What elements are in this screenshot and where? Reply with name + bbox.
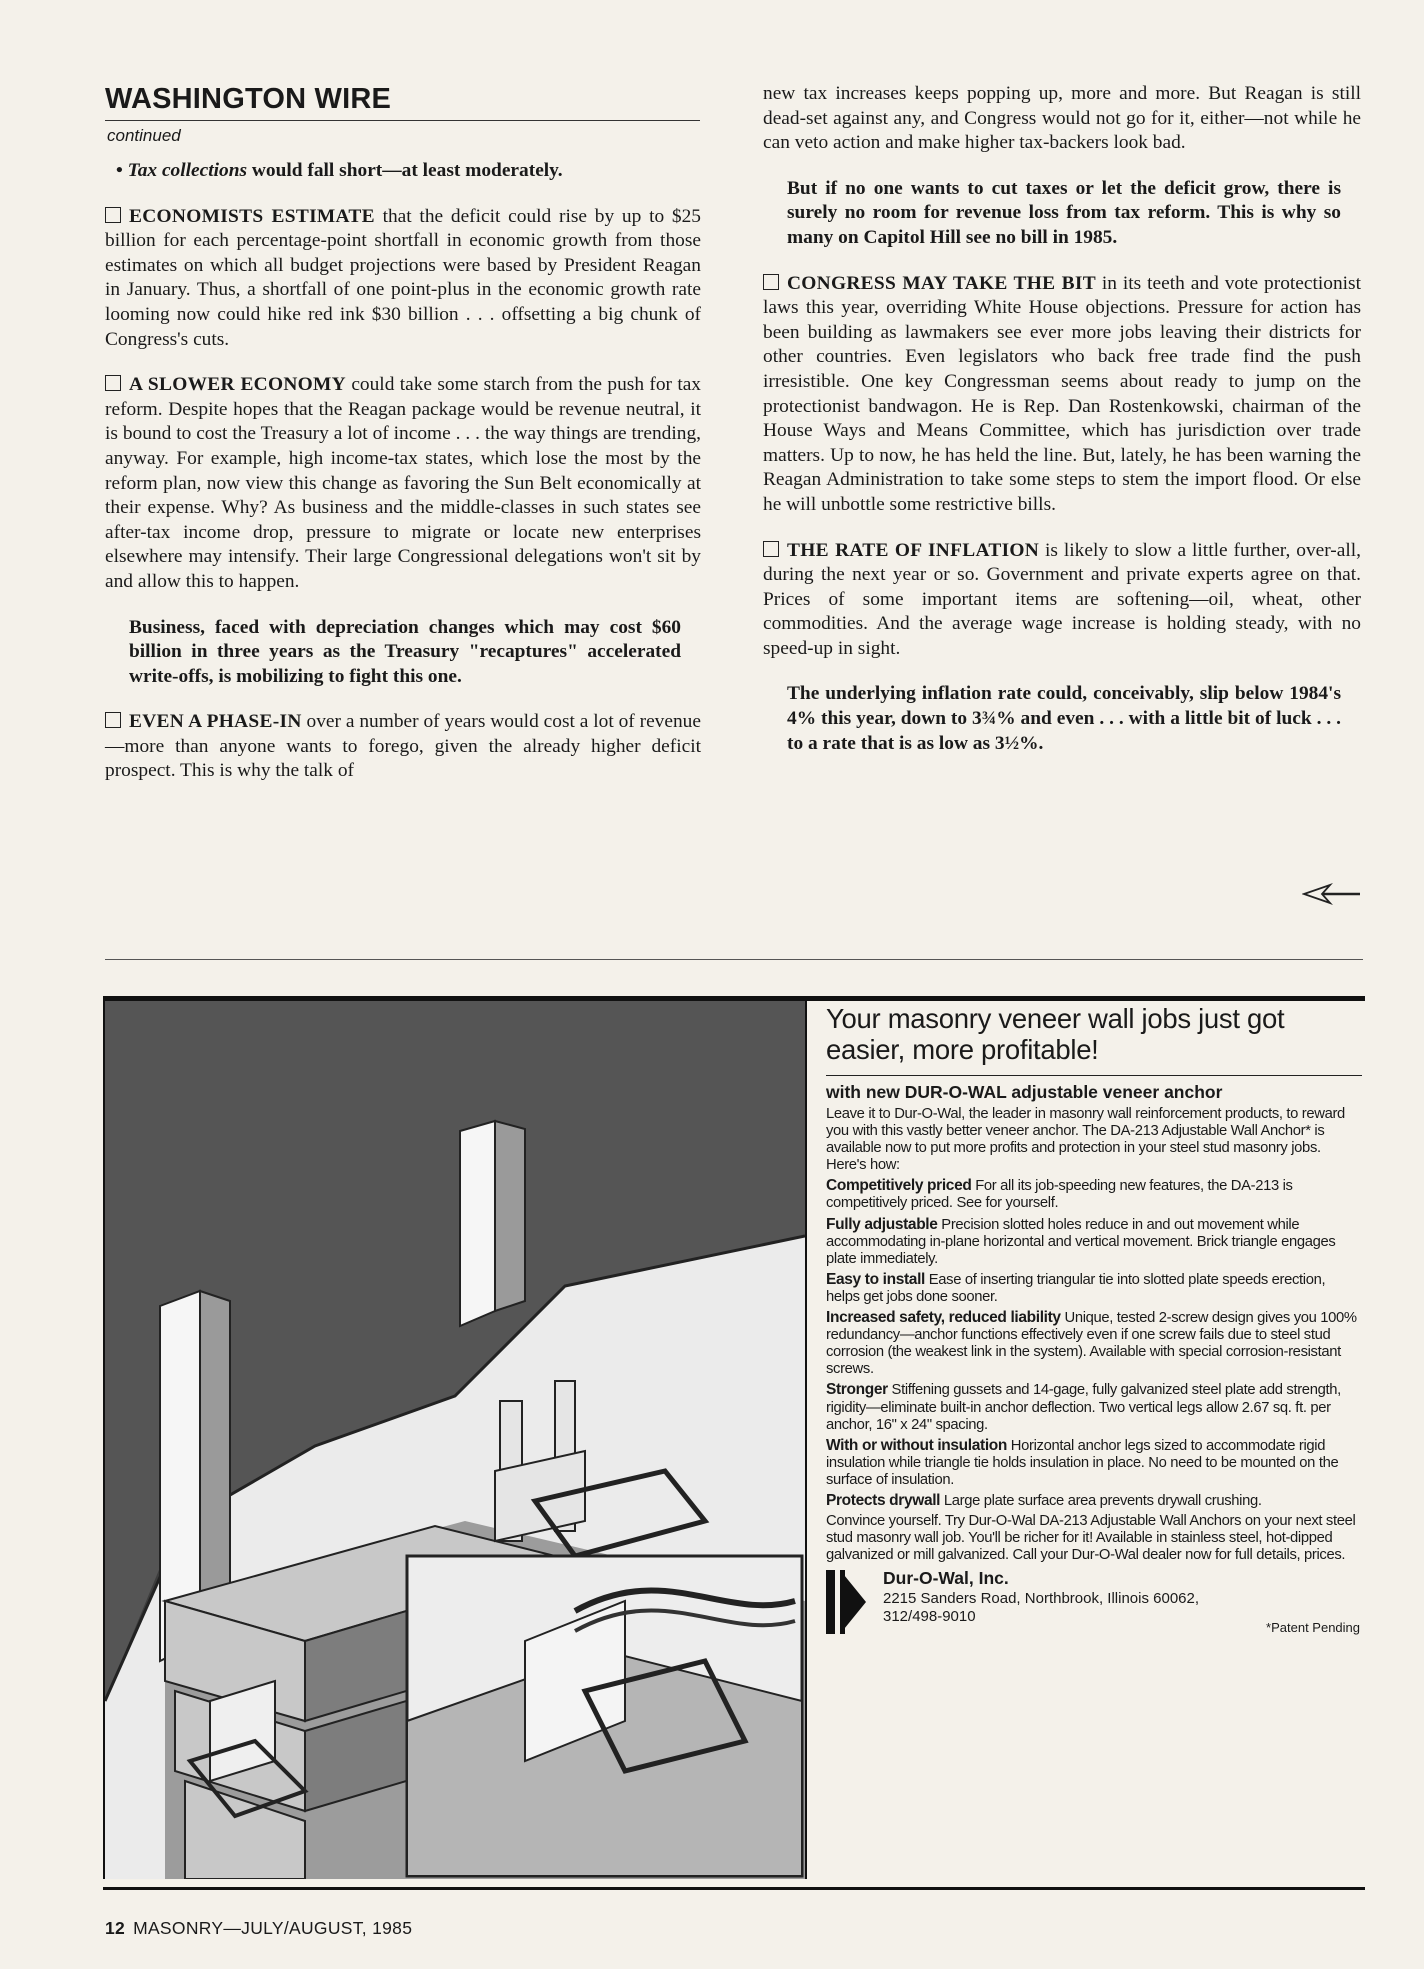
- ad-feature: [826, 1381, 1362, 1433]
- feature-title: Stronger: [826, 1381, 888, 1399]
- ad-feature: [826, 1492, 1362, 1510]
- paragraph-phase-in: [105, 710, 701, 784]
- address-line: 2215 Sanders Road, Northbrook, Illinois 60062,: [883, 1590, 1200, 1608]
- ad-feature: [826, 1177, 1362, 1212]
- bullet-lead: Tax collections: [127, 160, 248, 181]
- feature-title: Fully adjustable: [826, 1215, 938, 1233]
- paragraph-economists: [105, 205, 701, 353]
- ad-subhead: with new DUR-O-WAL adjustable veneer anchor: [826, 1075, 1362, 1103]
- left-column: [105, 159, 701, 805]
- dur-o-wal-logo-icon: [826, 1570, 866, 1634]
- feature-text: Unique, tested 2-screw design gives you 100% redundancy—anchor functions effectively even if one screw fails due to steel stud corrosion (the weakest link in the system). Available with special corrosion-resistant screws.: [826, 1310, 1357, 1378]
- ad-body: [826, 1106, 1362, 1564]
- checkbox-icon: [105, 207, 121, 223]
- lead-in: ECONOMISTS ESTIMATE: [129, 205, 375, 227]
- right-column: [763, 82, 1361, 777]
- ad-closing: Convince yourself. Try Dur-O-Wal DA-213 Adjustable Wall Anchors on your next steel stud masonry wall job. You'll be richer for it! Available in stainless steel, hot-dipped galvanized or mill galvanized. Call your Dur-O-Wal dealer now for full details, prices.: [826, 1513, 1356, 1564]
- paragraph-text: is likely to slow a little further, over-all, during the next year or so. Government and private experts agree on that. Prices of some important items are softening—oil, wheat, other commodities. And the average wage increase is holding steady, with no speed-up in sight.: [763, 539, 1361, 659]
- anchor-illustration: [103, 1001, 807, 1879]
- bold-callout: But if no one wants to cut taxes or let the deficit grow, there is surely no room for revenue loss from tax reform. This is why so many on Capitol Hill see no bill in 1985.: [787, 177, 1341, 248]
- lead-in: CONGRESS MAY TAKE THE BIT: [787, 272, 1096, 294]
- bold-callout: The underlying inflation rate could, conceivably, slip below 1984's 4% this year, down to 3¾% and even . . . with a little bit of luck . . . to a rate that is as low as 3½%.: [787, 683, 1341, 754]
- feature-text: For all its job-speeding new features, the DA-213 is competitively priced. See for yourself.: [826, 1178, 1293, 1212]
- page-footer: [105, 1918, 412, 1939]
- feature-text: Ease of inserting triangular tie into slotted plate speeds erection, helps get jobs done sooner.: [826, 1271, 1326, 1305]
- ad-feature: [826, 1216, 1362, 1268]
- section-title: WASHINGTON WIRE: [105, 83, 700, 121]
- bold-callout: Business, faced with depreciation changes which may cost $60 billion in three years as the Treasury "recaptures" accelerated write-offs, is mobilizing to fight this one.: [129, 616, 681, 687]
- feature-text: Stiffening gussets and 14-gage, fully galvanized steel plate add strength, rigidity—eliminate built-in anchor deflection. Two vertical legs allow 2.67 sq. ft. per anchor, 16" x 24" spacing.: [826, 1382, 1341, 1433]
- checkbox-icon: [105, 375, 121, 391]
- checkbox-icon: [105, 712, 121, 728]
- feature-title: With or without insulation: [826, 1436, 1008, 1454]
- publication-info: MASONRY—JULY/AUGUST, 1985: [133, 1918, 413, 1938]
- paragraph-text: could take some starch from the push for tax reform. Despite hopes that the Reagan package would be revenue neutral, it is bound to cost the Treasury a lot of income . . . the way things are trending, anyway. For example, high income-tax states, which lose the most by the reform plan, now view this change as favoring the Sun Belt economically at their expense. Why? As business and the middle-classes in such states see after-tax income drop, pressure to migrate or locate new enterprises elsewhere may intensify. Their large Congressional delegations won't sit by and allow this to happen.: [105, 374, 702, 592]
- paragraph-inflation: [763, 539, 1361, 662]
- feature-text: Large plate surface area prevents drywall crushing.: [940, 1492, 1262, 1509]
- paragraph-slower-economy: [105, 373, 701, 594]
- ad-feature: [826, 1271, 1362, 1306]
- bullet-paragraph: • Tax collections would fall short—at least moderately.: [116, 160, 563, 181]
- paragraph-text: that the deficit could rise by up to $25 billion for each percentage-point shortfall in economic growth from those estimates on which all budget projections were based by President Reagan in January. Thus, a shortfall of one point-plus in the economic growth rate looming now could hike red ink $30 billion . . . offsetting a big chunk of Congress's cuts.: [105, 205, 701, 350]
- section-divider: [105, 959, 1363, 960]
- feature-text: Precision slotted holes reduce in and out movement while accommodating in-plane horizontal and vertical movement. Brick triangle engages plate immediately.: [826, 1216, 1336, 1267]
- patent-note: *Patent Pending: [1266, 1620, 1360, 1636]
- checkbox-icon: [763, 541, 779, 557]
- bullet-text: would fall short—at least moderately.: [247, 160, 563, 181]
- lead-in: A SLOWER ECONOMY: [129, 374, 346, 396]
- phone-number: 312/498-9010: [883, 1608, 976, 1626]
- lead-in: EVEN A PHASE-IN: [129, 711, 302, 733]
- ad-feature: [826, 1309, 1362, 1378]
- end-arrow-icon: [1302, 882, 1362, 906]
- paragraph-text: in its teeth and vote protectionist laws this year, overriding White House objections. Pressure for action has been building as lawmakers see ever more jobs leaving their districts for other countries. Even legislators who back free trade find the push irresistible. One key Congressman seems about ready to jump on the protectionist bandwagon. He is Rep. Dan Rostenkowski, chairman of the House Ways and Means Committee, which has jurisdiction over trade matters. Up to now, he has held the line. But, lately, he has been warning the Reagan Administration to take some steps to stem the import flood. Or else he will unbottle some restrictive bills.: [763, 272, 1361, 515]
- feature-title: Competitively priced: [826, 1177, 972, 1195]
- checkbox-icon: [763, 274, 779, 290]
- ad-headline: Your masonry veneer wall jobs just got easier, more profitable!: [826, 1003, 1285, 1065]
- continued-label: continued: [107, 126, 181, 145]
- ad-intro: Leave it to Dur-O-Wal, the leader in masonry wall reinforcement products, to reward you with this vastly better veneer anchor. The DA-213 Adjustable Wall Anchor* is available now to put more profits and protection in your steel stud masonry jobs. Here's how:: [826, 1106, 1345, 1174]
- feature-title: Easy to install: [826, 1270, 925, 1288]
- page-number: 12: [105, 1918, 126, 1938]
- paragraph-congress: [763, 272, 1361, 518]
- company-address: [883, 1590, 1199, 1626]
- paragraph-continued: new tax increases keeps popping up, more and more. But Reagan is still dead-set against any, and Congress would not go for it, either—not while he can veto action and make higher tax-backers look bad.: [763, 83, 1361, 154]
- company-name: Dur-O-Wal, Inc.: [883, 1568, 1009, 1589]
- ad-feature: [826, 1437, 1362, 1489]
- company-block: [826, 1568, 1362, 1640]
- paragraph-text: over a number of years would cost a lot of revenue—more than anyone wants to forego, given the already higher deficit prospect. This is why the talk of: [105, 711, 701, 782]
- ad-copy: [826, 1003, 1362, 1640]
- feature-title: Protects drywall: [826, 1491, 941, 1509]
- feature-title: Increased safety, reduced liability: [826, 1309, 1061, 1327]
- lead-in: THE RATE OF INFLATION: [787, 539, 1040, 561]
- feature-text: Horizontal anchor legs sized to accommodate rigid insulation while triangle tie holds insulation in place. No need to be mounted on the surface of insulation.: [826, 1437, 1339, 1488]
